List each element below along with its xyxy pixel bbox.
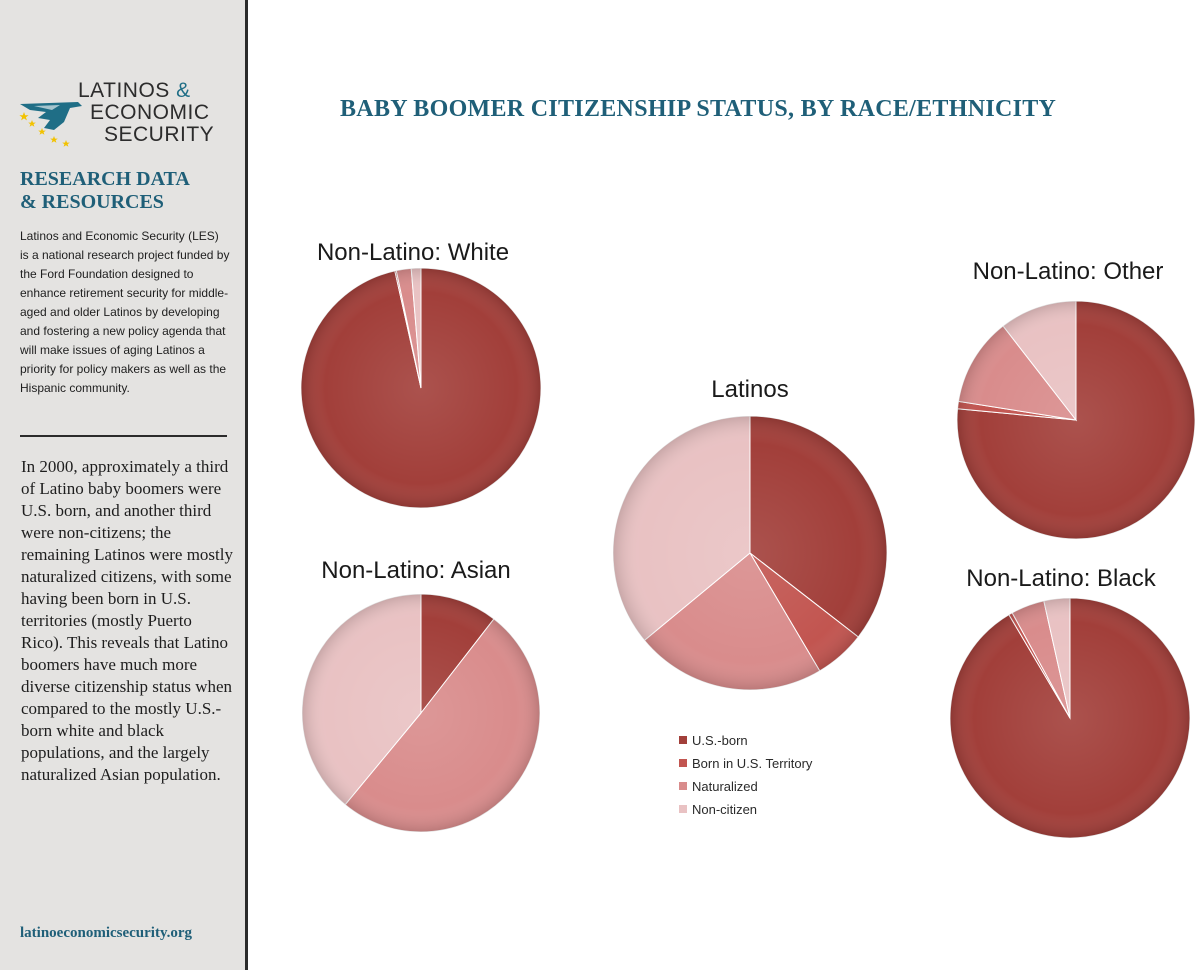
pie-chart-non-latino-black [950, 565, 1190, 838]
legend-label-non-citizen: Non-citizen [692, 802, 758, 817]
pie-title: Non-Latino: Asian [321, 557, 511, 584]
pie-title: Latinos [711, 376, 789, 403]
sidebar-heading-line1: RESEARCH DATA [20, 168, 190, 190]
pie-chart-non-latino-white [301, 239, 541, 508]
pie-title: Non-Latino: Other [972, 258, 1164, 285]
legend-swatch-territory [679, 759, 687, 767]
sidebar-heading-line2: & RESOURCES [20, 191, 164, 213]
pie-shading [950, 598, 1190, 838]
sidebar-intro-text: Latinos and Economic Security (LES) is a national research project funded by the Ford Foundation designed to enhance retirement security for middle-aged and older Latinos by developing and fostering a new policy agenda that will make issues of aging Latinos a priority for policy makers as well as the Hispanic community. [20, 229, 230, 395]
pie-shading [301, 268, 541, 508]
pie-chart-latinos [613, 376, 887, 817]
website-link[interactable]: latinoeconomicsecurity.org [20, 925, 193, 941]
legend-swatch-non-citizen [679, 805, 687, 813]
sidebar-summary-text: In 2000, approximately a third of Latino baby boomers were U.S. born, and another third were non-citizens; the remaining Latinos were mostly naturalized citizens, with some having been born in U.S. territories (mostly Puerto Rico). This reveals that Latino boomers have much more diverse citizenship status when compared to the mostly U.S.-born white and black populations, and the largely naturalized Asian population. [21, 457, 233, 784]
logo-line-latinos: LATINOS & [78, 79, 191, 102]
pie-chart-non-latino-asian [302, 557, 540, 832]
pie-shading [613, 416, 887, 690]
legend-label-naturalized: Naturalized [692, 779, 758, 794]
legend-label-us-born: U.S.-born [692, 733, 748, 748]
logo-line-security: SECURITY [104, 123, 215, 146]
pie-chart-non-latino-other [957, 258, 1195, 539]
pie-title: Non-Latino: White [316, 239, 510, 266]
pie-shading [302, 594, 540, 832]
legend-swatch-naturalized [679, 782, 687, 790]
page-title: BABY BOOMER CITIZENSHIP STATUS, BY RACE/ETHNICITY [340, 96, 1057, 122]
legend [679, 733, 813, 817]
legend-swatch-us-born [679, 736, 687, 744]
logo-line-economic: ECONOMIC [90, 101, 210, 124]
pie-title: Non-Latino: Black [966, 565, 1156, 592]
pie-shading [957, 301, 1195, 539]
legend-label-territory: Born in U.S. Territory [692, 756, 813, 771]
